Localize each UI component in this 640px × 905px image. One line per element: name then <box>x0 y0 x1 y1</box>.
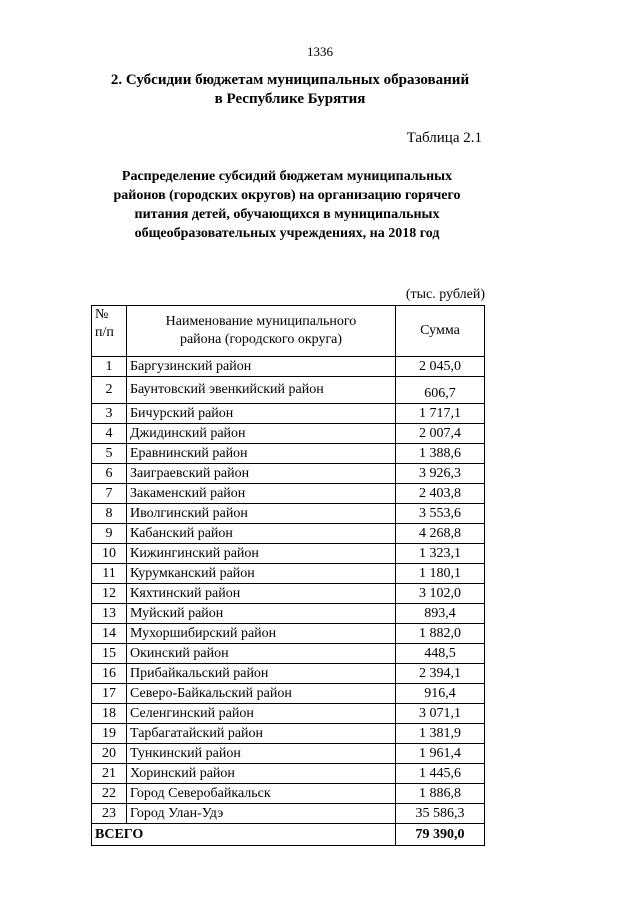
row-number: 17 <box>92 684 127 704</box>
row-number: 22 <box>92 784 127 804</box>
row-name: Кяхтинский район <box>127 584 396 604</box>
row-name: Иволгинский район <box>127 504 396 524</box>
row-name: Прибайкальский район <box>127 664 396 684</box>
row-name: Город Улан-Удэ <box>127 804 396 824</box>
table-row <box>92 444 485 464</box>
table-row <box>92 524 485 544</box>
header-name-line: Наименование муниципального <box>165 314 357 329</box>
row-name: Город Северобайкальск <box>127 784 396 804</box>
section-title <box>0 71 580 109</box>
caption-line: общеобразовательных учреждениях, на 2018 год <box>134 226 440 241</box>
header-sum: Сумма <box>396 306 485 357</box>
row-sum: 2 007,4 <box>396 424 485 444</box>
row-name: Еравнинский район <box>127 444 396 464</box>
caption-line: районов (городских округов) на организацию горячего <box>113 188 461 203</box>
row-sum: 3 071,1 <box>396 704 485 724</box>
table-row <box>92 564 485 584</box>
row-number: 7 <box>92 484 127 504</box>
table-row <box>92 744 485 764</box>
table-row <box>92 784 485 804</box>
row-name: Хоринский район <box>127 764 396 784</box>
row-sum: 1 180,1 <box>396 564 485 584</box>
row-sum: 35 586,3 <box>396 804 485 824</box>
row-number: 10 <box>92 544 127 564</box>
row-sum: 606,7 <box>396 377 485 404</box>
row-sum: 2 045,0 <box>396 357 485 377</box>
section-title-line: в Республике Бурятия <box>214 91 366 107</box>
row-name: Кижингинский район <box>127 544 396 564</box>
row-number: 18 <box>92 704 127 724</box>
table-row <box>92 544 485 564</box>
header-name <box>127 306 396 357</box>
row-name: Тарбагатайский район <box>127 724 396 744</box>
row-number: 23 <box>92 804 127 824</box>
row-name: Баунтовский эвенкийский район <box>127 377 396 404</box>
table-row <box>92 604 485 624</box>
row-name: Окинский район <box>127 644 396 664</box>
table-row <box>92 404 485 424</box>
row-sum: 1 886,8 <box>396 784 485 804</box>
row-sum: 1 323,1 <box>396 544 485 564</box>
row-number: 15 <box>92 644 127 664</box>
table-row <box>92 584 485 604</box>
table-label: Таблица 2.1 <box>406 130 482 146</box>
row-number: 3 <box>92 404 127 424</box>
row-number: 8 <box>92 504 127 524</box>
table-caption <box>92 167 482 243</box>
row-number: 13 <box>92 604 127 624</box>
table-row <box>92 664 485 684</box>
row-number: 5 <box>92 444 127 464</box>
section-title-line: 2. Субсидии бюджетам муниципальных образований <box>110 72 470 88</box>
header-number <box>92 306 127 357</box>
row-sum: 1 961,4 <box>396 744 485 764</box>
table-row <box>92 357 485 377</box>
table-row <box>92 424 485 444</box>
table-row <box>92 764 485 784</box>
row-number: 11 <box>92 564 127 584</box>
total-sum: 79 390,0 <box>396 824 485 846</box>
row-name: Селенгинский район <box>127 704 396 724</box>
table-row <box>92 804 485 824</box>
row-number: 6 <box>92 464 127 484</box>
caption-line: питания детей, обучающихся в муниципальных <box>134 207 440 222</box>
total-label: ВСЕГО <box>92 824 396 846</box>
row-sum: 893,4 <box>396 604 485 624</box>
table-row <box>92 724 485 744</box>
row-sum: 1 388,6 <box>396 444 485 464</box>
row-sum: 1 882,0 <box>396 624 485 644</box>
row-sum: 2 403,8 <box>396 484 485 504</box>
total-row <box>92 824 485 846</box>
row-sum: 1 381,9 <box>396 724 485 744</box>
row-name: Тункинский район <box>127 744 396 764</box>
row-sum: 3 553,6 <box>396 504 485 524</box>
units-label: (тыс. рублей) <box>405 287 485 302</box>
caption-line: Распределение субсидий бюджетам муниципальных <box>121 169 453 184</box>
row-name: Джидинский район <box>127 424 396 444</box>
row-sum: 3 926,3 <box>396 464 485 484</box>
row-number: 1 <box>92 357 127 377</box>
table-row <box>92 684 485 704</box>
row-name: Баргузинский район <box>127 357 396 377</box>
row-number: 20 <box>92 744 127 764</box>
row-sum: 916,4 <box>396 684 485 704</box>
subsidy-table <box>91 305 485 846</box>
header-number-line: п/п <box>95 325 114 340</box>
row-number: 16 <box>92 664 127 684</box>
row-name: Мухоршибирский район <box>127 624 396 644</box>
row-number: 2 <box>92 377 127 404</box>
table-row <box>92 624 485 644</box>
row-name: Закаменский район <box>127 484 396 504</box>
header-number-line: № <box>95 307 109 322</box>
row-number: 21 <box>92 764 127 784</box>
row-sum: 2 394,1 <box>396 664 485 684</box>
table-body <box>92 357 485 846</box>
row-sum: 448,5 <box>396 644 485 664</box>
row-number: 12 <box>92 584 127 604</box>
table-row <box>92 377 485 404</box>
row-name: Кабанский район <box>127 524 396 544</box>
table-header-row <box>92 306 485 357</box>
row-number: 9 <box>92 524 127 544</box>
table-row <box>92 704 485 724</box>
row-name: Северо-Байкальский район <box>127 684 396 704</box>
row-sum: 1 717,1 <box>396 404 485 424</box>
row-name: Бичурский район <box>127 404 396 424</box>
row-name: Муйский район <box>127 604 396 624</box>
row-number: 14 <box>92 624 127 644</box>
table-row <box>92 504 485 524</box>
row-number: 19 <box>92 724 127 744</box>
table-row <box>92 464 485 484</box>
table-row <box>92 484 485 504</box>
header-name-line: района (городского округа) <box>179 332 343 347</box>
row-number: 4 <box>92 424 127 444</box>
table-row <box>92 644 485 664</box>
row-name: Заиграевский район <box>127 464 396 484</box>
row-sum: 4 268,8 <box>396 524 485 544</box>
row-sum: 1 445,6 <box>396 764 485 784</box>
row-sum: 3 102,0 <box>396 584 485 604</box>
row-name: Курумканский район <box>127 564 396 584</box>
page-number: 1336 <box>307 44 333 59</box>
